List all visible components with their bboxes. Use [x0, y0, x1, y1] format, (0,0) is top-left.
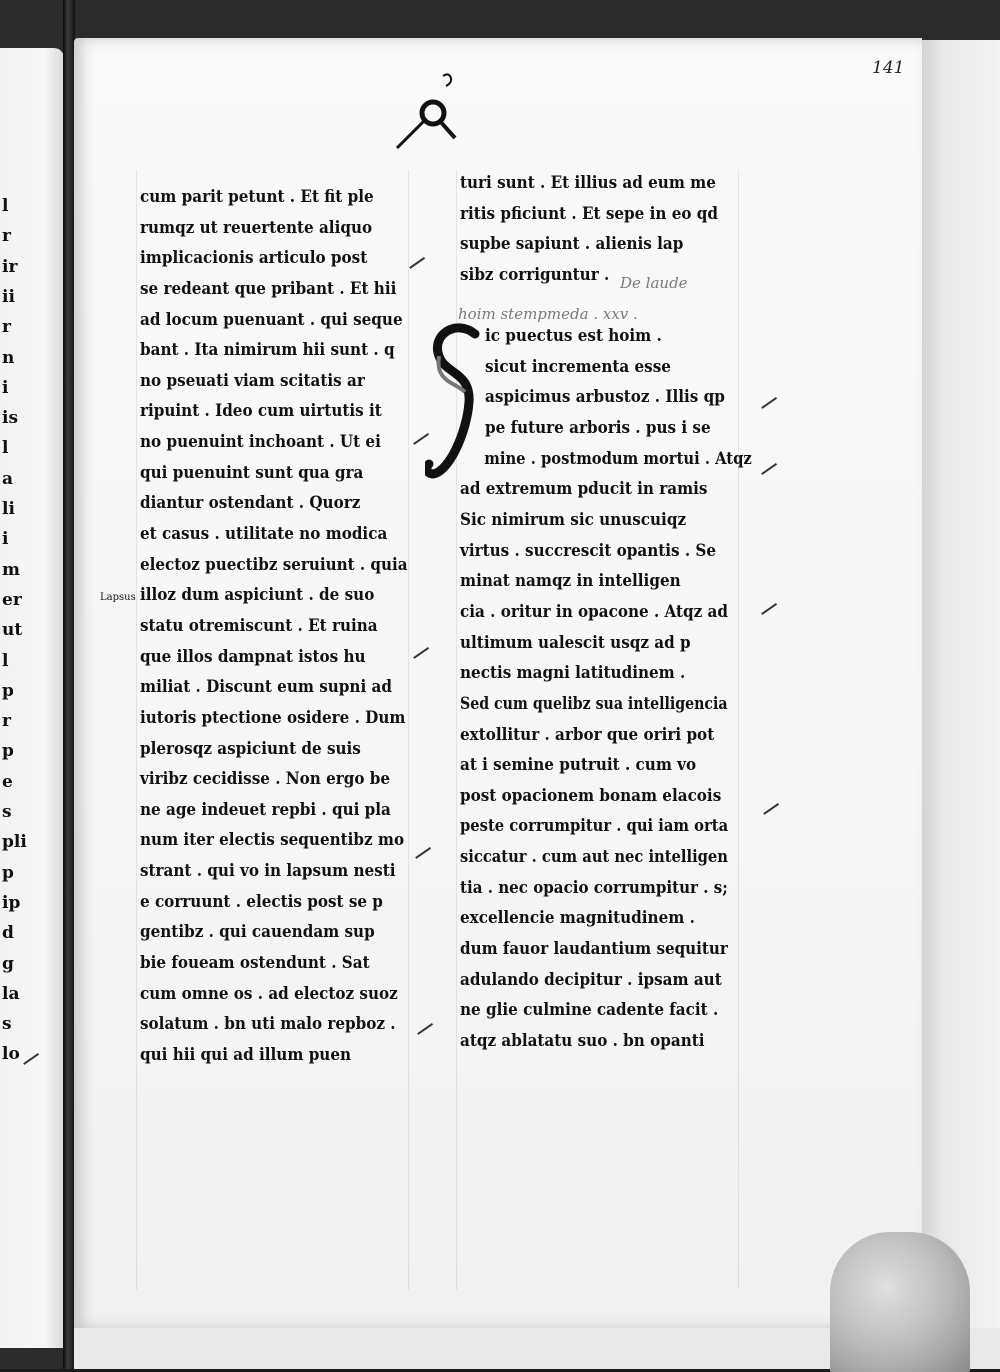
- catchword-letter: [395, 68, 396, 69]
- rubric-line: hoim stempmeda . xxv .: [458, 305, 638, 323]
- page-edge: [918, 40, 1000, 1330]
- manuscript-line: iutoris ptectione osidere . Dum: [140, 707, 406, 728]
- manuscript-line: ripuint . Ideo cum uirtutis it: [140, 401, 382, 422]
- rubric-heading: [458, 299, 738, 330]
- manuscript-line: virtus . succrescit opantis . Se: [460, 540, 717, 561]
- manuscript-line: ic puectus est hoim .: [485, 326, 662, 347]
- previous-page-line: p: [2, 680, 14, 701]
- manuscript-line: que illos dampnat istos hu: [140, 646, 366, 667]
- manuscript-line: ad locum puenuant . qui seque: [140, 309, 403, 330]
- rubric-heading: [620, 268, 750, 299]
- manuscript-line: implicacionis articulo post: [140, 248, 368, 269]
- rubric-line: De laude: [620, 274, 688, 292]
- manuscript-line: siccatur . cum aut nec intelligen: [460, 847, 728, 868]
- manuscript-line: qui hii qui ad illum puen: [140, 1044, 352, 1065]
- previous-page-line: pli: [2, 832, 27, 853]
- previous-page-line: l: [2, 196, 9, 216]
- manuscript-line: no puenuint inchoant . Ut ei: [140, 432, 381, 453]
- previous-page-line: g: [2, 953, 14, 974]
- manuscript-line: atqz ablatatu suo . bn opanti: [460, 1030, 705, 1051]
- manuscript-line: illoz dum aspiciunt . de suo: [140, 585, 375, 606]
- previous-page-line: n: [2, 347, 15, 368]
- decorated-initial: [425, 322, 485, 482]
- previous-page-line: i: [2, 377, 9, 398]
- previous-page-line: r: [2, 226, 11, 247]
- previous-page-line: r: [2, 711, 11, 732]
- previous-page-line: l: [2, 650, 9, 671]
- manuscript-line: peste corrumpitur . qui iam orta: [460, 816, 729, 837]
- manuscript-line: dum fauor laudantium sequitur: [460, 939, 728, 960]
- manuscript-line: strant . qui vo in lapsum nesti: [140, 861, 396, 882]
- manuscript-line: miliat . Discunt eum supni ad: [140, 677, 392, 698]
- manuscript-line: ritis pficiunt . Et sepe in eo qd: [460, 203, 719, 224]
- manuscript-line: cum parit petunt . Et fit ple: [140, 187, 374, 207]
- previous-page-line: a: [2, 468, 14, 489]
- manuscript-line: aspicimus arbustoz . Illis qp: [485, 387, 725, 408]
- previous-page-line: is: [2, 408, 19, 429]
- reader-thumb: [830, 1232, 970, 1372]
- manuscript-line: e corruunt . electis post se p: [140, 891, 383, 912]
- manuscript-line: nectis magni latitudinem .: [460, 663, 686, 684]
- previous-page-line: p: [2, 741, 14, 762]
- manuscript-line: num iter electis sequentibz mo: [140, 830, 405, 851]
- manuscript-line: ne age indeuet repbi . qui pla: [140, 799, 391, 820]
- previous-page-line: i: [2, 529, 9, 550]
- previous-page-line: ip: [2, 892, 21, 913]
- previous-page-line: p: [2, 862, 14, 883]
- manuscript-line: turi sunt . Et illius ad eum me: [460, 173, 716, 193]
- manuscript-line: et casus . utilitate no modica: [140, 524, 388, 545]
- manuscript-line: ad extremum pducit in ramis: [460, 479, 708, 500]
- manuscript-line: cum omne os . ad electoz suoz: [140, 983, 398, 1004]
- manuscript-line: extollitur . arbor que oriri pot: [460, 724, 715, 745]
- manuscript-line: at i semine putruit . cum vo: [460, 755, 697, 776]
- previous-page-line: er: [2, 589, 22, 610]
- previous-page-line: r: [2, 317, 11, 338]
- previous-page-line: lo: [2, 1044, 20, 1065]
- manuscript-line: Sed cum quelibz sua intelligencia: [460, 693, 728, 714]
- text-column-left: [140, 182, 440, 1071]
- manuscript-line: gentibz . qui cauendam sup: [140, 922, 375, 943]
- manuscript-line: statu otremiscunt . Et ruina: [140, 615, 378, 636]
- manuscript-line: excellencie magnitudinem .: [460, 908, 695, 929]
- folio-number: 141: [872, 58, 905, 78]
- previous-page-line: m: [2, 559, 20, 580]
- manuscript-line: tia . nec opacio corrumpitur . s;: [460, 877, 728, 898]
- margin-note: Lapsus: [100, 592, 136, 603]
- previous-page-line: ii: [2, 286, 15, 307]
- previous-page-line: l: [2, 438, 9, 459]
- manuscript-line: supbe sapiunt . alienis lap: [460, 234, 684, 255]
- manuscript-line: minat namqz in intelligen: [460, 571, 681, 592]
- previous-page-line: d: [2, 923, 14, 944]
- manuscript-line: diantur ostendant . Quorz: [140, 493, 361, 514]
- manuscript-line: bant . Ita nimirum hii sunt . q: [140, 340, 395, 361]
- manuscript-line: Sic nimirum sic unuscuiqz: [460, 510, 687, 531]
- manuscript-line: ne glie culmine cadente facit .: [460, 1000, 719, 1021]
- previous-page-line: s: [2, 1014, 12, 1035]
- manuscript-line: cia . oritur in opacone . Atqz ad: [460, 601, 729, 622]
- manuscript-line: sicut incrementa esse: [485, 356, 671, 377]
- initial-letter-text: [425, 322, 426, 323]
- previous-page-line: ut: [2, 620, 23, 641]
- manuscript-line: adulando decipitur . ipsam aut: [460, 969, 722, 990]
- manuscript-line: viribz cecidisse . Non ergo be: [140, 769, 391, 790]
- previous-page-line: li: [2, 499, 15, 519]
- manuscript-line: qui puenuint sunt qua gra: [140, 462, 364, 483]
- manuscript-line: rumqz ut reuertente aliquo: [140, 217, 373, 238]
- previous-page-line: e: [2, 771, 13, 792]
- catchword-mark: [395, 68, 465, 158]
- previous-page-line: s: [2, 802, 12, 822]
- manuscript-line: ultimum ualescit usqz ad p: [460, 632, 691, 653]
- manuscript-line: post opacionem bonam elacois: [460, 785, 722, 806]
- ruling-line: [136, 170, 137, 1290]
- manuscript-line: se redeant que pribant . Et hii: [140, 278, 397, 299]
- manuscript-line: mine . postmodum mortui . Atqz: [484, 448, 752, 469]
- previous-page-line: la: [2, 983, 20, 1004]
- manuscript-line: plerosqz aspiciunt de suis: [140, 738, 361, 759]
- previous-page-text: [2, 196, 62, 1076]
- manuscript-line: bie foueam ostendunt . Sat: [140, 953, 370, 974]
- manuscript-line: pe future arboris . pus i se: [485, 418, 711, 439]
- manuscript-line: electoz puectibz seruiunt . quia: [140, 554, 408, 575]
- manuscript-line: sibz corriguntur .: [460, 264, 610, 285]
- manuscript-line: solatum . bn uti malo repboz .: [140, 1014, 396, 1035]
- manuscript-line: no pseuati viam scitatis ar: [140, 370, 365, 391]
- previous-page-line: ir: [2, 256, 18, 277]
